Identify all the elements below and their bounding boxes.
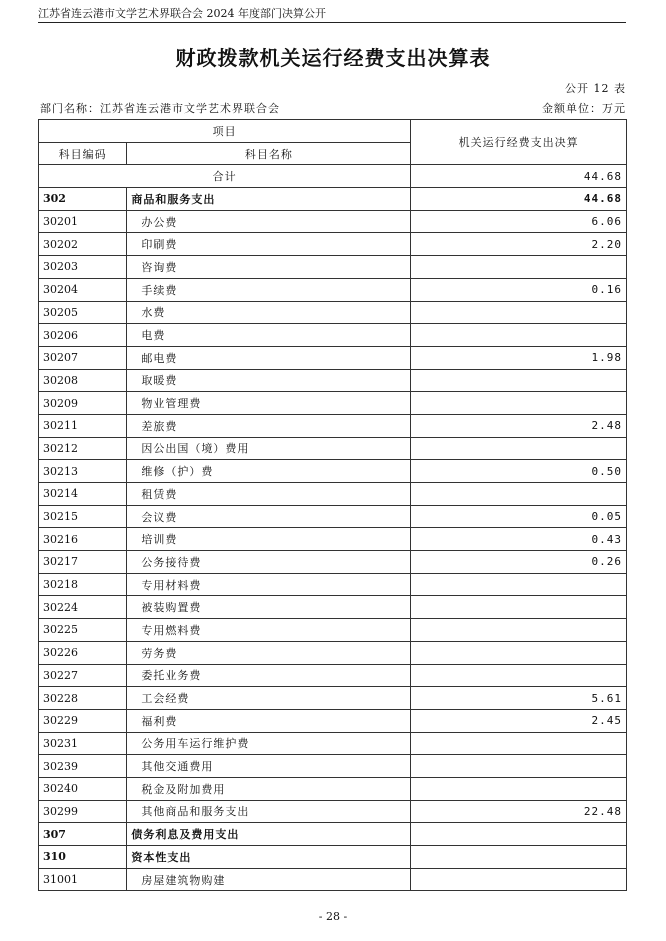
row-value: 6.06 [411,210,627,233]
row-value [411,777,627,800]
table-row [39,664,627,687]
table-row [39,619,627,642]
row-name: 电费 [127,324,411,347]
page-number: - 28 - [318,910,348,923]
row-name: 维修（护）费 [127,460,411,483]
header-item: 项目 [39,120,411,143]
row-value: 0.26 [411,551,627,574]
row-name: 办公费 [127,210,411,233]
table-row [39,732,627,755]
row-name: 咨询费 [127,256,411,279]
table-row [39,709,627,732]
row-name: 租赁费 [127,483,411,506]
table-row [39,437,627,460]
table-row [39,846,627,869]
table-row [39,188,627,211]
row-code: 30217 [39,551,127,574]
row-value [411,664,627,687]
table-row [39,596,627,619]
row-code: 31001 [39,868,127,891]
row-value [411,392,627,415]
table-row [39,505,627,528]
row-code: 30214 [39,483,127,506]
row-name: 水费 [127,301,411,324]
header-value: 机关运行经费支出决算 [411,120,627,165]
row-value [411,324,627,347]
row-code: 30231 [39,732,127,755]
row-name: 其他交通费用 [127,755,411,778]
row-code: 30206 [39,324,127,347]
row-code: 30299 [39,800,127,823]
row-code: 30239 [39,755,127,778]
table-row [39,687,627,710]
table-row [39,573,627,596]
row-code: 30216 [39,528,127,551]
table-number: 公开 12 表 [565,82,626,95]
row-value: 0.05 [411,505,627,528]
table-row [39,755,627,778]
row-value: 0.16 [411,278,627,301]
table-row [39,528,627,551]
table-row [39,800,627,823]
row-value [411,573,627,596]
page-title: 财政拨款机关运行经费支出决算表 [175,46,491,70]
row-name: 工会经费 [127,687,411,710]
row-value: 5.61 [411,687,627,710]
row-name: 被装购置费 [127,596,411,619]
table-row [39,823,627,846]
row-value: 2.20 [411,233,627,256]
row-name: 委托业务费 [127,664,411,687]
row-value [411,732,627,755]
table-row [39,414,627,437]
row-code: 30215 [39,505,127,528]
table-row [39,346,627,369]
row-value [411,846,627,869]
table-row [39,278,627,301]
row-code: 30225 [39,619,127,642]
row-name: 印刷费 [127,233,411,256]
row-code: 30229 [39,709,127,732]
total-label: 合计 [39,165,411,188]
row-name: 商品和服务支出 [127,188,411,211]
table-row [39,324,627,347]
row-name: 邮电费 [127,346,411,369]
row-name: 培训费 [127,528,411,551]
row-name: 专用燃料费 [127,619,411,642]
row-code: 310 [39,846,127,869]
row-name: 取暖费 [127,369,411,392]
department-name: 部门名称：江苏省连云港市文学艺术界联合会 [40,102,280,115]
row-code: 30207 [39,346,127,369]
row-name: 会议费 [127,505,411,528]
header-name: 科目名称 [127,142,411,165]
table-row [39,369,627,392]
row-name: 债务利息及费用支出 [127,823,411,846]
row-code: 30211 [39,414,127,437]
row-value [411,256,627,279]
row-value [411,868,627,891]
row-code: 30218 [39,573,127,596]
table-row [39,256,627,279]
row-code: 30208 [39,369,127,392]
row-code: 30240 [39,777,127,800]
row-value [411,437,627,460]
row-name: 专用材料费 [127,573,411,596]
table-row [39,301,627,324]
header-code: 科目编码 [39,142,127,165]
row-value [411,483,627,506]
row-name: 其他商品和服务支出 [127,800,411,823]
row-value: 0.43 [411,528,627,551]
row-value [411,823,627,846]
expenditure-table [38,119,627,891]
row-value [411,301,627,324]
row-code: 30202 [39,233,127,256]
table-row [39,392,627,415]
table-row [39,460,627,483]
amount-unit: 金额单位：万元 [542,102,626,115]
table-row [39,777,627,800]
row-code: 30226 [39,641,127,664]
row-value [411,641,627,664]
row-code: 307 [39,823,127,846]
row-code: 30227 [39,664,127,687]
table-row [39,551,627,574]
row-value [411,619,627,642]
table-row [39,868,627,891]
row-value: 2.45 [411,709,627,732]
table-row [39,233,627,256]
table-row [39,210,627,233]
row-name: 手续费 [127,278,411,301]
row-name: 福利费 [127,709,411,732]
row-value: 2.48 [411,414,627,437]
row-value [411,596,627,619]
row-name: 物业管理费 [127,392,411,415]
row-code: 30205 [39,301,127,324]
row-value [411,755,627,778]
row-name: 房屋建筑物购建 [127,868,411,891]
row-code: 30209 [39,392,127,415]
row-name: 公务用车运行维护费 [127,732,411,755]
row-name: 公务接待费 [127,551,411,574]
row-code: 30203 [39,256,127,279]
row-code: 30224 [39,596,127,619]
table-row [39,483,627,506]
table-meta [40,100,626,116]
row-value: 44.68 [411,188,627,211]
row-code: 30213 [39,460,127,483]
row-value: 0.50 [411,460,627,483]
row-code: 30201 [39,210,127,233]
row-code: 302 [39,188,127,211]
row-value: 22.48 [411,800,627,823]
running-header: 江苏省连云港市文学艺术界联合会 2024 年度部门决算公开 [38,6,626,23]
row-value: 1.98 [411,346,627,369]
row-name: 差旅费 [127,414,411,437]
row-code: 30212 [39,437,127,460]
table-row [39,641,627,664]
total-row [39,165,627,188]
total-value: 44.68 [411,165,627,188]
row-code: 30228 [39,687,127,710]
row-code: 30204 [39,278,127,301]
row-value [411,369,627,392]
row-name: 因公出国（境）费用 [127,437,411,460]
row-name: 劳务费 [127,641,411,664]
row-name: 资本性支出 [127,846,411,869]
row-name: 税金及附加费用 [127,777,411,800]
